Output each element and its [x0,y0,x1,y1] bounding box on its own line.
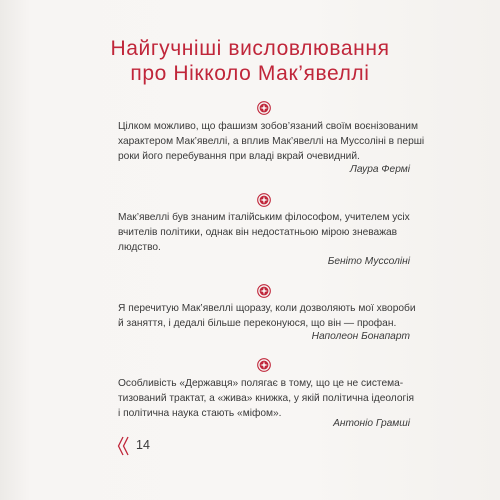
quote-line: людство. [118,242,161,254]
quote-line: характером Мак’явеллі, а вплив Мак’явеллі на Муссоліні в перші [118,136,425,148]
quote-line: Цілком можливо, що фашизм зобов’язаний своїм воєнізованим [118,121,418,132]
quote-author: Наполеон Бонапарт [311,331,410,342]
flower-ornament-icon [257,193,271,207]
quote-author: Лаура Фермі [349,164,410,175]
flower-ornament-icon [257,284,271,298]
quote-line: вчителів політики, однак він недостатньою мірою зневажав [118,227,398,239]
page-title [0,36,500,86]
quote-line: Я перечитую Мак’явеллі щоразу, коли дозволяють мої хвороби [118,303,416,314]
page-number: 14 [136,438,150,452]
quote-text [118,210,410,256]
quote-text [118,119,425,165]
quote-line: і політична наука стають «міфом». [118,408,282,420]
quote-line: Мак’явеллі був знаним італійським філософом, учителем усіх [118,212,410,223]
quote-line: й заняття, і дедалі більше переконуюся, що він — профан. [118,318,397,330]
quote-text [118,376,415,422]
quote-author: Антоніо Грамші [333,418,410,429]
quote-text [118,301,416,331]
quote-author: Беніто Муссоліні [327,256,410,267]
quote-line: роки його перебування при владі вкрай очевидний. [118,151,360,163]
page-title-line-1: Найгучніші висловлювання [110,37,390,60]
flower-ornament-icon [257,358,271,372]
page-title-line-2: про Нікколо Мак’явеллі [130,62,370,85]
flower-ornament-icon [257,101,271,115]
double-chevron-left-icon [117,436,131,456]
quote-line: Особливість «Державця» полягає в тому, що це не система- [118,378,404,389]
quote-line: тизований трактат, а «жива» книжка, у якій політична ідеологія [118,393,415,405]
